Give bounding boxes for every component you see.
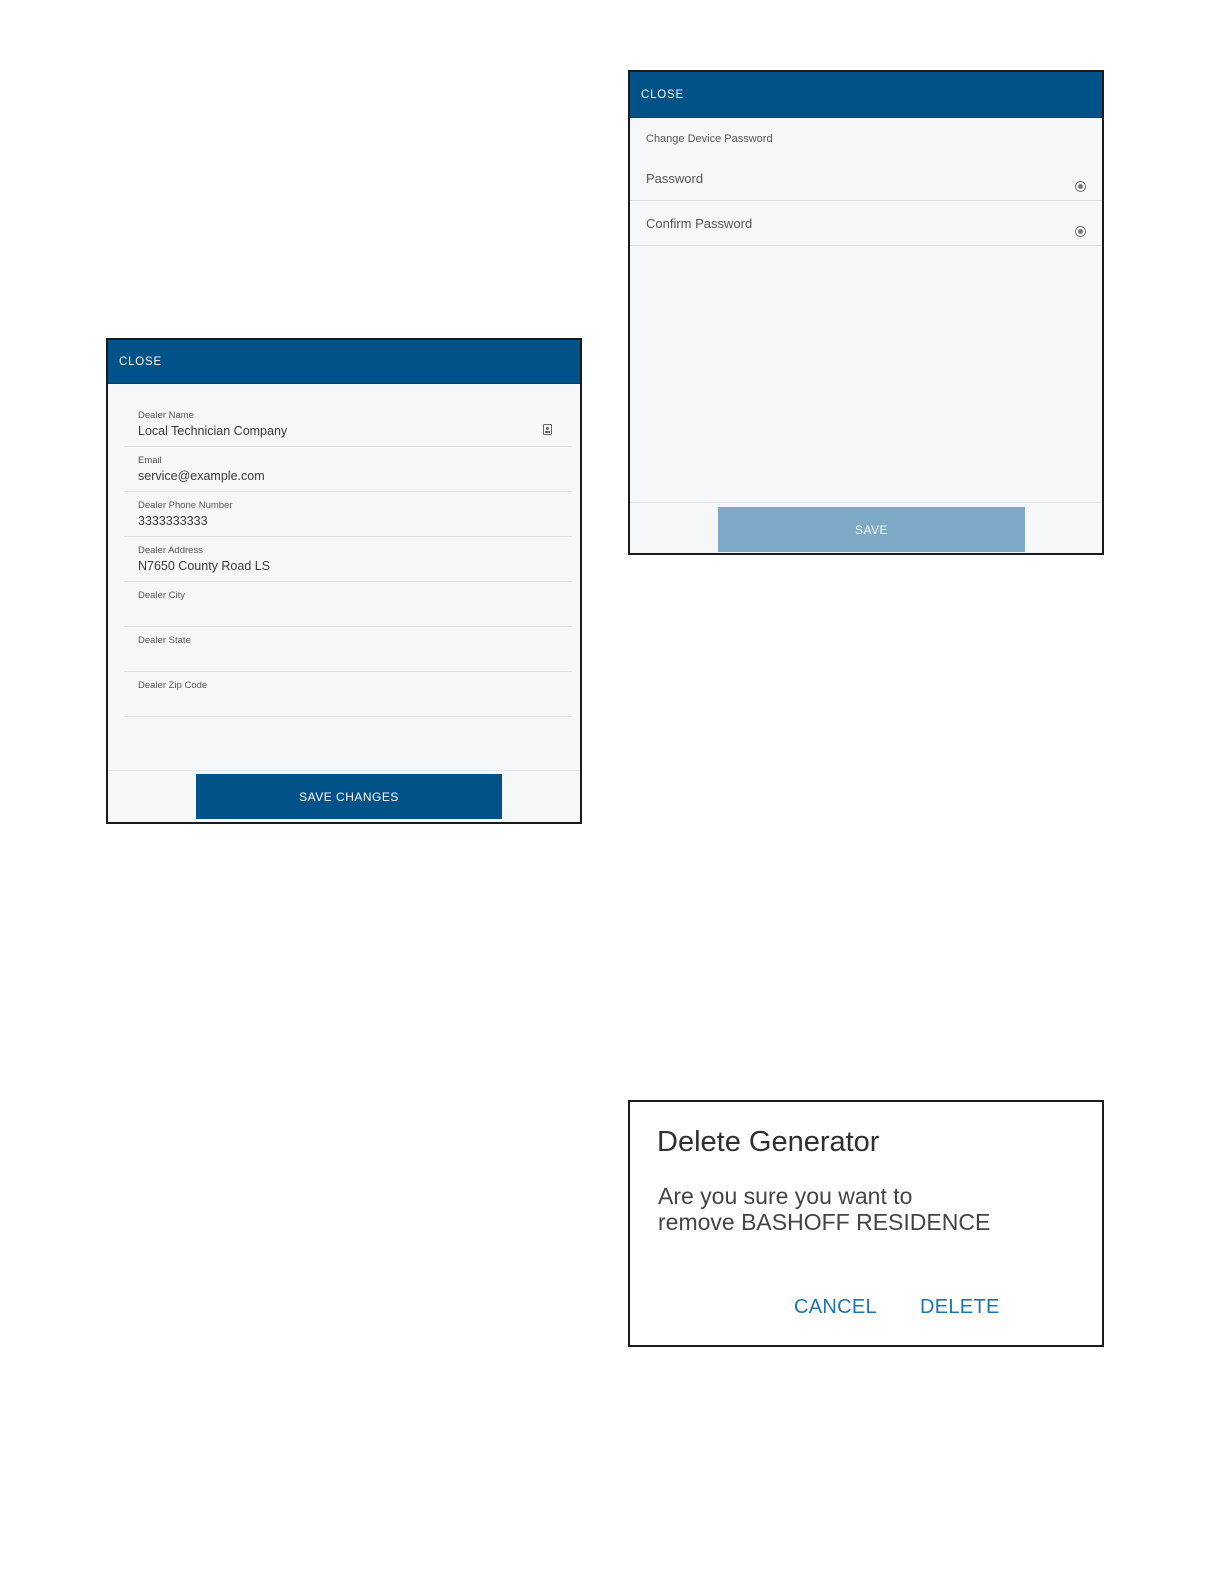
dealer-form bbox=[124, 402, 572, 717]
show-confirm-password-icon[interactable] bbox=[1075, 226, 1086, 237]
password-field[interactable] bbox=[630, 156, 1102, 201]
dealer-panel-header bbox=[108, 340, 580, 384]
dealer-zip-input[interactable] bbox=[138, 694, 572, 709]
show-password-icon[interactable] bbox=[1075, 181, 1086, 192]
dealer-address-input[interactable]: N7650 County Road LS bbox=[138, 559, 271, 573]
email-input[interactable]: service@example.com bbox=[138, 469, 265, 483]
contact-card-icon[interactable] bbox=[543, 424, 552, 435]
field-label: Dealer Address bbox=[138, 545, 203, 556]
divider bbox=[108, 770, 580, 771]
close-button[interactable]: CLOSE bbox=[119, 355, 162, 368]
email-field[interactable] bbox=[124, 447, 572, 492]
save-button[interactable]: SAVE bbox=[718, 507, 1025, 552]
divider bbox=[630, 502, 1102, 503]
dealer-info-panel bbox=[106, 338, 582, 824]
dealer-state-field[interactable] bbox=[124, 627, 572, 672]
close-button[interactable]: CLOSE bbox=[641, 88, 684, 101]
dealer-city-input[interactable] bbox=[138, 604, 572, 619]
dealer-address-field[interactable] bbox=[124, 537, 572, 582]
field-label: Dealer City bbox=[138, 590, 185, 601]
save-changes-button[interactable]: SAVE CHANGES bbox=[196, 774, 502, 819]
delete-generator-dialog bbox=[628, 1100, 1104, 1347]
field-label: Dealer Zip Code bbox=[138, 680, 208, 691]
confirm-password-label: Confirm Password bbox=[646, 216, 753, 231]
delete-button[interactable]: DELETE bbox=[920, 1296, 1000, 1318]
confirm-password-field[interactable] bbox=[630, 201, 1102, 246]
password-label: Password bbox=[646, 171, 704, 186]
field-label: Dealer Phone Number bbox=[138, 500, 233, 511]
dealer-phone-field[interactable] bbox=[124, 492, 572, 537]
dealer-zip-field[interactable] bbox=[124, 672, 572, 717]
dealer-city-field[interactable] bbox=[124, 582, 572, 627]
field-label: Email bbox=[138, 455, 162, 466]
change-password-title: Change Device Password bbox=[646, 133, 773, 145]
field-label: Dealer Name bbox=[138, 410, 194, 421]
cancel-button[interactable]: CANCEL bbox=[794, 1296, 877, 1318]
dialog-message-line: Are you sure you want to bbox=[658, 1183, 913, 1209]
dealer-phone-input[interactable]: 3333333333 bbox=[138, 514, 208, 528]
change-password-panel bbox=[628, 70, 1104, 555]
password-panel-header bbox=[630, 72, 1102, 118]
dealer-state-input[interactable] bbox=[138, 649, 572, 664]
dealer-name-input[interactable]: Local Technician Company bbox=[138, 424, 288, 438]
dialog-title: Delete Generator bbox=[657, 1126, 880, 1158]
dialog-message bbox=[658, 1183, 990, 1235]
dealer-name-field[interactable] bbox=[124, 402, 572, 447]
field-label: Dealer State bbox=[138, 635, 191, 646]
dialog-message-line: remove BASHOFF RESIDENCE bbox=[658, 1209, 991, 1235]
